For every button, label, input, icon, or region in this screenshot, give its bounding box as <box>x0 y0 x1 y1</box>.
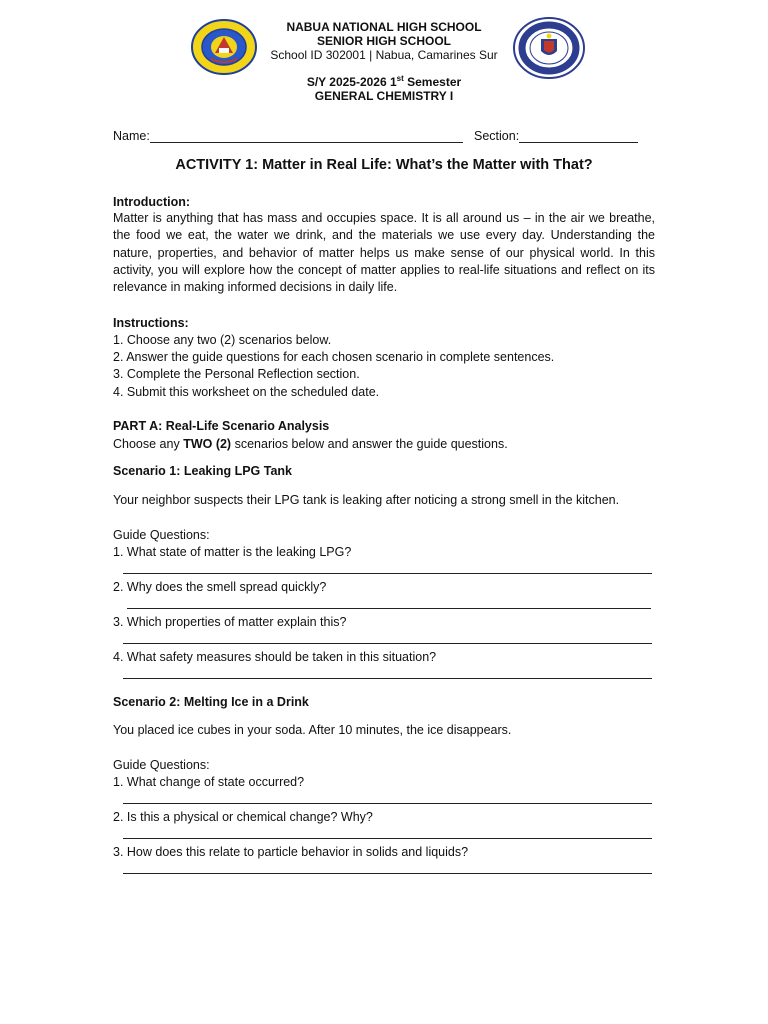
section-field[interactable] <box>519 142 638 143</box>
part-a-instruction: Choose any TWO (2) scenarios below and answer the guide questions. <box>113 437 508 451</box>
scenario-description: Your neighbor suspects their LPG tank is leaking after noticing a strong smell in the kitchen. <box>113 493 620 507</box>
guide-question: 3. Which properties of matter explain this? <box>113 615 347 629</box>
answer-line[interactable] <box>123 643 652 644</box>
answer-line[interactable] <box>123 838 652 839</box>
scenario-title: Scenario 1: Leaking LPG Tank <box>113 464 292 478</box>
answer-line[interactable] <box>123 678 652 679</box>
subject-title: GENERAL CHEMISTRY I <box>314 89 454 103</box>
school-year-semester: S/Y 2025-2026 1st Semester <box>306 74 462 89</box>
part-a-heading: PART A: Real-Life Scenario Analysis <box>113 419 330 433</box>
school-name: NABUA NATIONAL HIGH SCHOOL <box>286 20 482 34</box>
scenario-description: You placed ice cubes in your soda. After 10 minutes, the ice disappears. <box>113 723 512 737</box>
guide-question: 3. How does this relate to particle behavior in solids and liquids? <box>113 845 469 859</box>
instruction-item: 3. Complete the Personal Reflection section. <box>113 367 360 381</box>
activity-title: ACTIVITY 1: Matter in Real Life: What’s the Matter with That? <box>175 157 593 173</box>
guide-questions-label: Guide Questions: <box>113 758 210 772</box>
scenario-title: Scenario 2: Melting Ice in a Drink <box>113 695 309 709</box>
answer-line[interactable] <box>123 803 652 804</box>
school-division: SENIOR HIGH SCHOOL <box>316 34 451 48</box>
name-field[interactable] <box>150 142 463 143</box>
guide-questions-label: Guide Questions: <box>113 528 210 542</box>
instruction-item: 2. Answer the guide questions for each chosen scenario in complete sentences. <box>113 350 555 364</box>
introduction-heading: Introduction: <box>113 195 191 209</box>
guide-question: 1. What state of matter is the leaking LPG? <box>113 545 352 559</box>
instruction-item: 1. Choose any two (2) scenarios below. <box>113 333 332 347</box>
name-label: Name: <box>113 129 150 143</box>
guide-question: 2. Is this a physical or chemical change? Why? <box>113 810 373 824</box>
answer-line[interactable] <box>127 608 651 609</box>
guide-question: 4. What safety measures should be taken in this situation? <box>113 650 437 664</box>
instruction-item: 4. Submit this worksheet on the scheduled date. <box>113 385 380 399</box>
school-info: School ID 302001 | Nabua, Camarines Sur <box>270 48 498 62</box>
section-label: Section: <box>474 129 520 143</box>
instructions-heading: Instructions: <box>113 316 189 330</box>
guide-question: 2. Why does the smell spread quickly? <box>113 580 327 594</box>
answer-line[interactable] <box>123 573 652 574</box>
guide-question: 1. What change of state occurred? <box>113 775 305 789</box>
answer-line[interactable] <box>123 873 652 874</box>
introduction-body: Matter is anything that has mass and occupies space. It is all around us – in the air we breathe, the food we eat, the water we drink, and the materials we use every day. Understanding the nature, properties, and behavior of matter helps us make sense of our physical world. In this activity, you will explore how the concept of matter applies to real-life situations and reflect on its relevance in making informed decisions in daily life. <box>113 211 655 295</box>
